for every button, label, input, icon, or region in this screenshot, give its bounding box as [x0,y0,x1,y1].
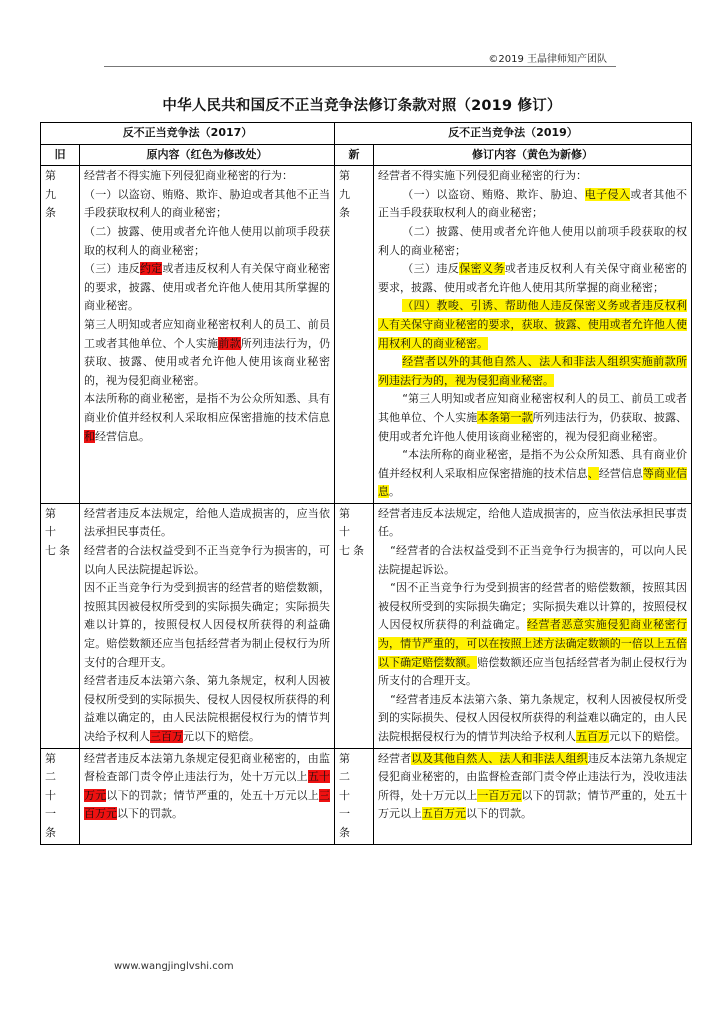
added-text-highlight: 以及其他自然人、法人和非法人组织 [411,751,588,765]
text-segment: （二）披露、使用或者允许他人使用以前项手段获取的权利人的商业秘密； [84,224,330,257]
text-segment: 所列违法行为，仍获取、披露、使用或者允许他人使用该商业秘密的，视为侵犯商业秘密。 [84,336,331,387]
text-segment: 经营信息 [598,466,643,480]
comparison-rows [41,166,692,844]
text-segment: 经营信息。 [95,429,150,443]
text-segment: 或者违反权利人有关保守商业秘密的要求，披露、使用或者允许他人使用其所掌握的商业秘密。 [84,262,331,313]
text-segment: （三）违反 [84,262,140,276]
text-segment: “本法所称的商业秘密，是指不为公众所知悉、具有商业价值并经权利人采取相应保密措施的技术信息 [378,448,687,480]
new-article-text [374,166,692,504]
text-segment: （一）以盗窃、贿赂、欺诈、胁迫或者其他不正当手段获取权利人的商业秘密； [84,187,330,220]
table-row [41,166,692,504]
copyright-notice: ©2019 王晶律师知产团队 [488,54,607,65]
text-segment: 经营者违反本法第六条、第九条规定，权利人因被侵权所受到的实际损失、侵权人因侵权所获得的利益难以确定的，由人民法院根据侵权行为的情节判决给予权利人 [84,674,330,743]
text-segment: 所列违法行为，仍获取、披露、使用或者允许他人使用该商业秘密的，视为侵犯商业秘密。 [378,410,688,443]
new-article-text [374,748,692,844]
text-segment: 元以下的赔偿。 [183,730,260,743]
text-segment: 以下的罚款；情节严重的，处五十万元以上 [378,788,688,821]
text-segment: 经营者 [378,751,412,765]
deleted-text-highlight: 三百万元 [84,788,331,821]
text-segment: 经营者不得实施下列侵犯商业秘密的行为： [378,169,587,183]
article-paragraph [84,316,330,390]
article-paragraph [378,186,687,223]
new-article-text [374,503,692,748]
article-paragraph [378,297,687,353]
text-segment: 经营者违反本法规定，给他人造成损害的，应当依法承担民事责任。 [84,506,330,539]
deleted-text-highlight: 三百万 [150,730,183,743]
text-segment: “第三人明知或者应知商业秘密权利人的员工、前员工或者其他单位、个人实施 [378,392,687,424]
text-segment: 赔偿数额还应当包括经营者为制止侵权行为所支付的合理开支。 [378,655,688,688]
article-paragraph [84,505,330,542]
new-article-number: 第 十 七条 [335,503,374,748]
deleted-text-highlight: 约定 [139,262,163,276]
article-paragraph [84,672,330,746]
article-paragraph [378,390,687,446]
text-segment: 经营者违反本法规定，给他人造成损害的，应当依法承担民事责任。 [378,506,687,539]
added-text-highlight: 五百万元 [422,807,466,821]
text-segment: （二）披露、使用或者允许他人使用以前项手段获取的权利人的商业秘密； [378,224,687,257]
article-paragraph [378,505,687,542]
article-paragraph [378,167,687,186]
deleted-text-highlight: 和 [84,429,95,443]
table-law-header-row [41,123,692,145]
text-segment: 。 [389,485,400,499]
deleted-text-highlight: 前款 [218,336,241,350]
text-segment: 元以下的赔偿。 [609,730,686,743]
text-segment: “因不正当竞争行为受到损害的经营者的赔偿数额，按照其因被侵权所受到的实际损失确定；实际损失难以计算的，按照侵权人因侵权所获得的利益确定。 [378,581,687,632]
table-column-header-row [41,144,692,166]
article-paragraph [84,186,330,223]
text-segment: 第三人明知或者应知商业秘密权利人的员工、前员工或者其他单位、个人实施 [84,317,330,350]
text-segment: 经营者违反本法第九条规定侵犯商业秘密的，由监督检查部门责令停止违法行为，处十万元以上 [84,751,330,784]
new-article-number: 第 九 条 [335,166,374,504]
text-segment: （三）违反 [402,262,460,276]
text-segment: （一）以盗窃、贿赂、欺诈、胁迫、 [402,187,585,201]
article-paragraph [84,750,330,824]
article-paragraph [84,579,330,672]
table-row [41,748,692,844]
old-article-text [80,503,335,748]
comparison-table [40,122,692,845]
added-text-highlight: 经营者恶意实施侵犯商业秘密行为，情节严重的，可以在按照上述方法确定数额的一倍以上五倍以下确定赔偿数额。 [378,618,687,669]
text-segment: 以下的罚款。 [466,807,532,821]
text-segment: 经营者不得实施下列侵犯商业秘密的行为： [84,169,293,183]
text-segment: “经营者违反本法第六条、第九条规定，权利人因被侵权所受到的实际损失、侵权人因侵权所获得的利益难以确定的，由人民法院根据侵权行为的情节判决给予权利人 [378,692,687,743]
old-article-number: 第 十 七条 [41,503,80,748]
text-segment: 本法所称的商业秘密，是指不为公众所知悉、具有商业价值并经权利人采取相应保密措施的技术信息 [84,392,330,424]
text-segment: “经营者的合法权益受到不正当竞争行为损害的，可以向人民法院提起诉讼。 [378,544,687,576]
article-paragraph [378,579,687,691]
table-row [41,503,692,748]
article-paragraph [378,542,687,579]
added-text-highlight: 一百万元 [477,788,522,802]
added-text-highlight: 电子侵入 [584,187,631,201]
text-segment: 因不正当竞争行为受到损害的经营者的赔偿数额，按照其因被侵权所受到的实际损失确定；实际损失难以计算的，按照侵权人因侵权所获得的利益确定。赔偿数额还应当包括经营者为制止侵权行为所支付的合理开支。 [84,581,330,669]
text-segment: 违反本法第九条规定侵犯商业秘密的，由监督检查部门责令停止违法行为，没收违法所得，处十万元以上 [378,751,688,802]
added-text-highlight: 、 [587,466,599,480]
text-segment: 经营者的合法权益受到不正当竞争行为损害的，可以向人民法院提起诉讼。 [84,544,330,576]
article-paragraph [84,390,330,446]
article-paragraph [84,260,330,316]
text-segment: 或者违反权利人有关保守商业秘密的要求，披露、使用或者允许他人使用其所掌握的商业秘密； [378,262,688,294]
footer-website: www.wangjinglvshi.com [114,961,234,972]
old-article-text [80,748,335,844]
added-text-highlight: 五百万 [576,730,609,743]
column-header-old: 旧 [41,144,80,166]
column-header-new-content: 修订内容（黄色为新修） [374,144,692,166]
old-article-number: 第 二 十 一 条 [41,748,80,844]
added-text-highlight: （四）教唆、引诱、帮助他人违反保密义务或者违反权利人有关保守商业秘密的要求，获取、披露、使用或者允许他人使用权利人的商业秘密。 [378,299,687,350]
column-header-old-content: 原内容（红色为修改处） [80,144,335,166]
article-paragraph [378,750,687,824]
added-text-highlight: 本条第一款 [477,410,533,424]
article-paragraph [378,260,687,297]
deleted-text-highlight: 五十万元 [84,770,331,802]
article-paragraph [84,167,330,186]
article-paragraph [84,223,330,260]
column-header-new: 新 [335,144,374,166]
article-paragraph [378,223,687,260]
header-divider [104,66,616,67]
article-paragraph [378,353,687,390]
article-paragraph [378,691,687,747]
article-paragraph [378,446,687,502]
text-segment: 或者其他不正当手段获取权利人的商业秘密； [378,187,688,220]
text-segment: 以下的罚款；情节严重的，处五十万元以上 [106,788,320,802]
old-article-number: 第 九 条 [41,166,80,504]
new-article-number: 第 二 十 一 条 [335,748,374,844]
document-title: 中华人民共和国反不正当竞争法修订条款对照（2019 修订） [162,98,562,114]
text-segment: 以下的罚款。 [117,807,183,821]
left-law-header: 反不正当竞争法（2017） [41,123,335,145]
added-text-highlight: 经营者以外的其他自然人、法人和非法人组织实施前款所列违法行为的，视为侵犯商业秘密。 [378,355,687,387]
old-article-text [80,166,335,504]
right-law-header: 反不正当竞争法（2019） [335,123,692,145]
added-text-highlight: 等商业信息 [378,466,688,499]
article-paragraph [84,542,330,579]
added-text-highlight: 保密义务 [459,262,505,276]
